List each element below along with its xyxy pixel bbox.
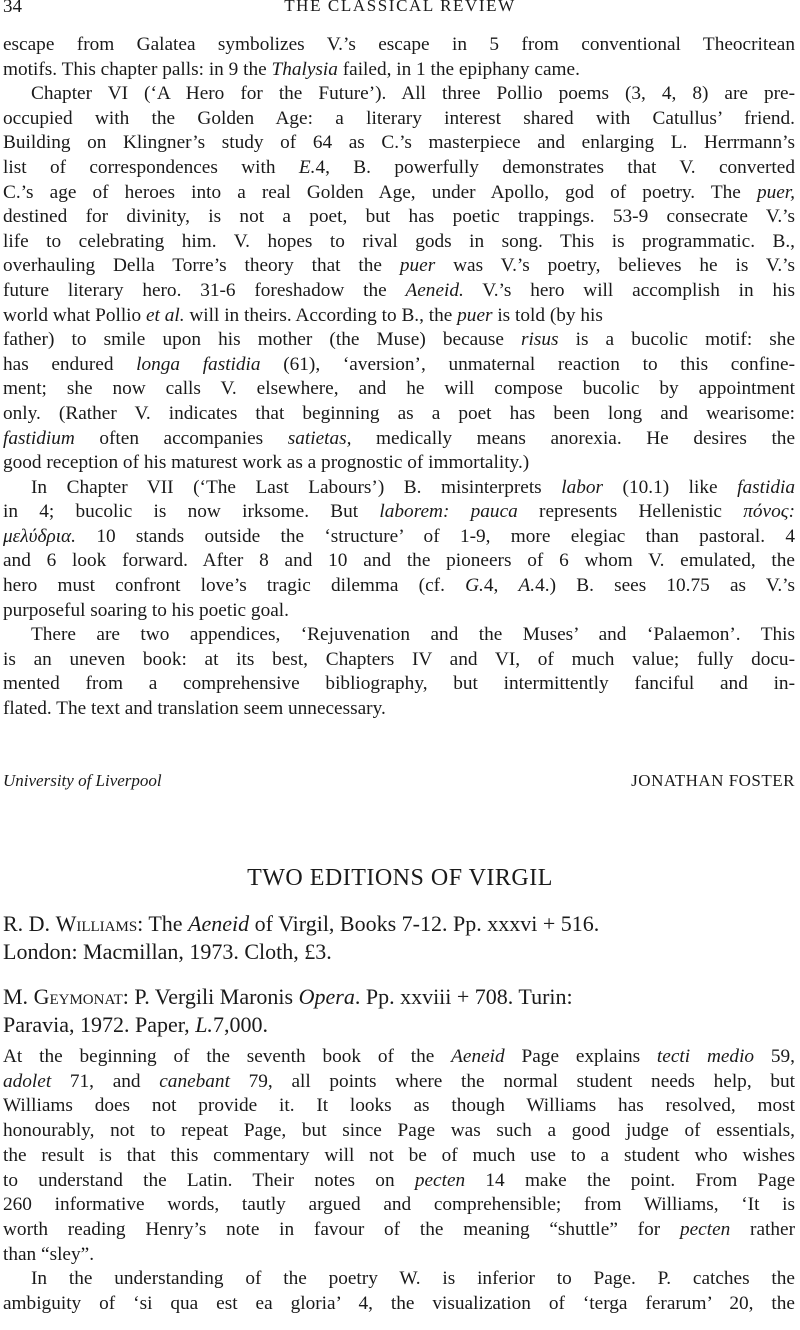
text-line: in 4; bucolic is now irksome. But laborem: pauca represents Hellenistic πόνος:: [3, 501, 795, 523]
text-line: to understand the Latin. Their notes on pecten 14 make the point. From Page: [3, 1169, 795, 1191]
paragraph: [3, 1045, 795, 1267]
text-line: is an uneven book: at its best, Chapters IV and VI, of much value; fully docu-: [3, 648, 795, 670]
text-line: 260 informative words, tautly argued and comprehensible; from Williams, ‘It is: [3, 1194, 795, 1216]
text-line: purposeful soaring to his poetic goal.: [3, 599, 289, 621]
running-head: THE CLASSICAL REVIEW: [284, 0, 516, 15]
review-two-body: [3, 1045, 795, 1317]
text-line: has endured longa fastidia (61), ‘aversion’, unmaternal reaction to this confine-: [3, 353, 796, 375]
text-line: M. Geymonat: P. Vergili Maronis Opera. Pp. xxviii + 708. Turin:: [3, 984, 573, 1009]
text-line: ment; she now calls V. elsewhere, and he will compose bucolic by appointment: [3, 378, 795, 400]
text-line: honourably, not to repeat Page, but since Page was such a good judge of essentials,: [3, 1120, 795, 1142]
text-line: London: Macmillan, 1973. Cloth, £3.: [3, 939, 332, 964]
text-line: Paravia, 1972. Paper, L.7,000.: [3, 1012, 268, 1037]
text-line: ambiguity of ‘si qua est ea gloria’ 4, the visualization of ‘terga ferarum’ 20, the: [3, 1293, 795, 1315]
review-one-body: [3, 33, 795, 722]
text-line: C.’s age of heroes into a real Golden Age, under Apollo, god of poetry. The puer,: [3, 181, 795, 203]
reviewer-institution: University of Liverpool: [3, 771, 162, 790]
text-line: adolet 71, and canebant 79, all points where the normal student needs help, but: [3, 1070, 795, 1092]
text-line: In the understanding of the poetry W. is inferior to Page. P. catches the: [31, 1268, 795, 1290]
text-line: than “sley”.: [3, 1243, 95, 1265]
text-line: and 6 look forward. After 8 and 10 and the pioneers of 6 whom V. emulated, the: [3, 550, 795, 572]
text-line: fastidium often accompanies satietas, medically means anorexia. He desires the: [3, 427, 795, 449]
bibliographic-entry: [3, 983, 795, 1039]
text-line: future literary hero. 31-6 foreshadow the Aeneid. V.’s hero will accomplish in his: [3, 279, 795, 301]
bibliographic-entry: [3, 910, 795, 966]
page-number: 34: [3, 0, 22, 17]
italic-text: Thalysia: [271, 58, 338, 80]
text-line: occupied with the Golden Age: a literary interest shared with Catullus’ friend.: [3, 107, 795, 129]
text-line: only. (Rather V. indicates that beginning as a poet has been long and wearisome:: [3, 402, 795, 424]
text-line: life to celebrating him. V. hopes to rival gods in song. This is programmatic. B.,: [3, 230, 795, 252]
text-line: worth reading Henry’s note in favour of the meaning “shuttle” for pecten rather: [3, 1218, 795, 1240]
text-line: Building on Klingner’s study of 64 as C.’s masterpiece and enlarging L. Herrmann’s: [3, 132, 795, 154]
text-line: world what Pollio et al. will in theirs. According to B., the puer is told (by his: [3, 304, 603, 326]
text-line: father) to smile upon his mother (the Muse) because risus is a bucolic motif: she: [3, 329, 795, 351]
reviewer-name: JONATHAN FOSTER: [631, 771, 795, 790]
text-line: hero must confront love’s tragic dilemma (cf. G.4, A.4.) B. sees 10.75 as V.’s: [3, 575, 796, 597]
text-line: At the beginning of the seventh book of the Aeneid Page explains tecti medio 59,: [3, 1046, 795, 1067]
review-signoff: [3, 771, 795, 797]
page-header: [0, 0, 800, 18]
text-line: mented from a comprehensive bibliography, but intermittently fanciful and in-: [3, 673, 795, 695]
paragraph: [3, 33, 795, 82]
text-line: good reception of his maturest work as a prognostic of immortality.): [3, 452, 530, 474]
section-title: TWO EDITIONS OF VIRGIL: [247, 865, 553, 891]
paragraph: [3, 82, 795, 476]
text-line: escape from Galatea symbolizes V.’s escape in 5 from conventional Theocritean: [3, 34, 795, 55]
text-line: R. D. Williams: The Aeneid of Virgil, Books 7-12. Pp. xxxvi + 516.: [3, 911, 600, 936]
text-line: μελύδρια. 10 stands outside the ‘structure’ of 1-9, more elegiac than pastoral. 4: [3, 525, 795, 547]
text-line: Chapter VI (‘A Hero for the Future’). All three Pollio poems (3, 4, 8) are pre-: [31, 83, 795, 105]
paragraph: [3, 476, 795, 624]
text-line: overhauling Della Torre’s theory that the puer was V.’s poetry, believes he is V.’s: [3, 255, 795, 277]
text-line: the result is that this commentary will not be of much use to a student who wishes: [3, 1144, 795, 1166]
text-line: flated. The text and translation seem unnecessary.: [3, 698, 386, 720]
text-line: destined for divinity, is not a poet, but has poetic trappings. 53-9 consecrate V.’s: [3, 206, 795, 228]
text-line: In Chapter VII (‘The Last Labours’) B. misinterprets labor (10.1) like fastidia: [31, 476, 795, 498]
paragraph: [3, 623, 795, 721]
text-line: motifs. This chapter palls: in 9 the Thalysia failed, in 1 the epiphany came.: [3, 58, 580, 80]
paragraph: [3, 1267, 795, 1316]
text-line: list of correspondences with E.4, B. powerfully demonstrates that V. converted: [3, 156, 795, 178]
text-line: Williams does not provide it. It looks as though Williams has resolved, most: [3, 1095, 795, 1117]
text-line: There are two appendices, ‘Rejuvenation and the Muses’ and ‘Palaemon’. This: [31, 624, 795, 646]
